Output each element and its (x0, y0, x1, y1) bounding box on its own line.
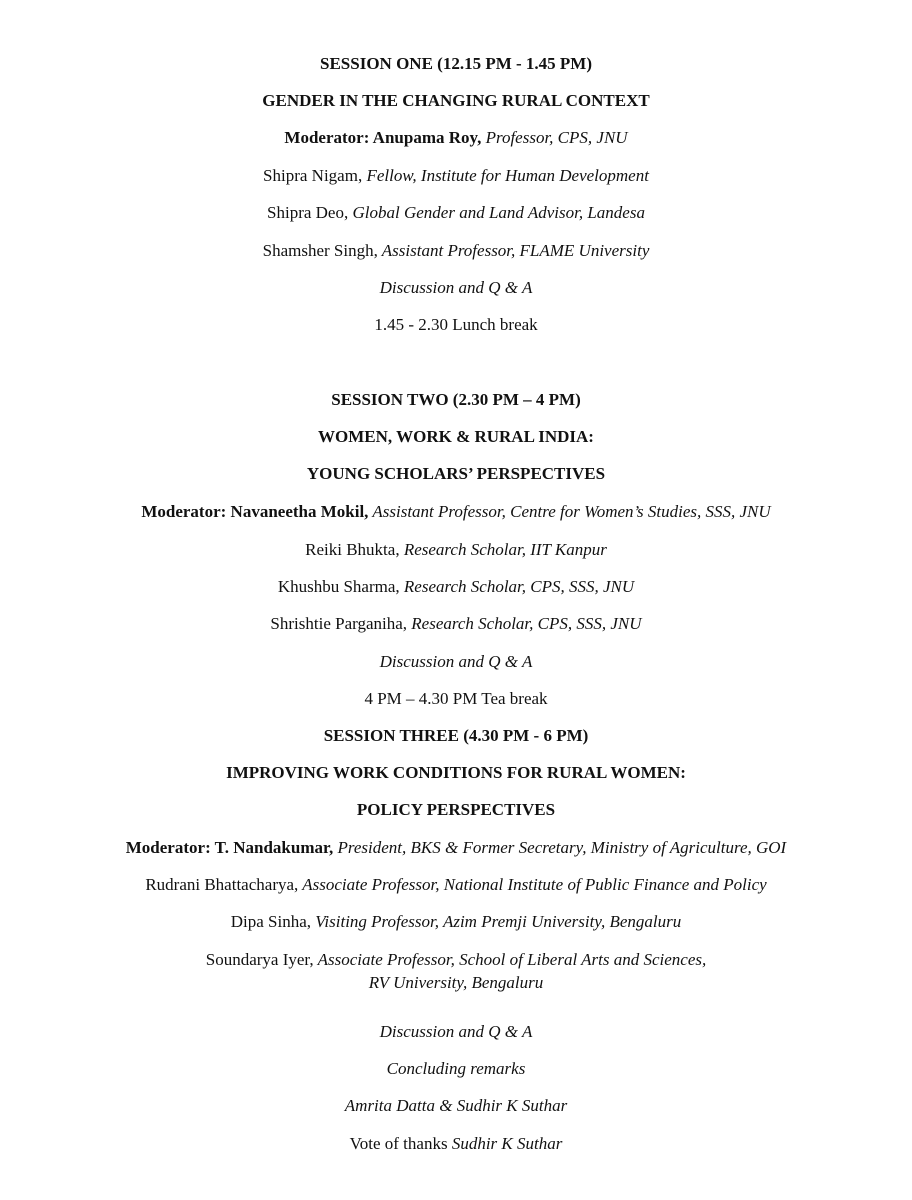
moderator-role: Professor, CPS, JNU (481, 128, 628, 147)
moderator-name: Moderator: T. Nandakumar, (125, 838, 334, 857)
concluding-remarks: Concluding remarks (386, 1059, 526, 1078)
moderator-name: Moderator: Navaneetha Mokil, (141, 502, 369, 521)
speaker-name: Dipa Sinha, (230, 912, 312, 931)
speaker-line (0, 240, 912, 262)
speaker-role: Assistant Professor, FLAME University (377, 241, 650, 260)
session-three-title: SESSION THREE (4.30 PM - 6 PM) (323, 726, 589, 745)
speaker-role: Research Scholar, IIT Kanpur (399, 540, 607, 559)
session-three-moderator (0, 837, 912, 859)
session-one-discussion: Discussion and Q & A (379, 278, 533, 297)
speaker-name: Shipra Deo, (267, 203, 349, 222)
speaker-role: Fellow, Institute for Human Development (362, 166, 649, 185)
speaker-name: Khushbu Sharma, (277, 577, 400, 596)
speaker-name: Reiki Bhukta, (305, 540, 400, 559)
speaker-line (0, 576, 912, 598)
speaker-name: Shipra Nigam, (263, 166, 363, 185)
tea-break: 4 PM – 4.30 PM Tea break (364, 689, 548, 708)
session-two-moderator (0, 501, 912, 523)
session-one-title: SESSION ONE (12.15 PM - 1.45 PM) (320, 54, 592, 73)
speaker-role: Global Gender and Land Advisor, Landesa (348, 203, 645, 222)
speaker-role-continued: RV University, Bengaluru (368, 973, 544, 992)
speaker-name: Shamsher Singh, (262, 241, 378, 260)
speaker-line (0, 202, 912, 224)
speaker-line (0, 539, 912, 561)
session-two-theme-line1: WOMEN, WORK & RURAL INDIA: (318, 427, 594, 446)
speaker-role: Associate Professor, School of Liberal Arts and Sciences, (313, 950, 707, 969)
speaker-line (0, 874, 912, 896)
session-two-theme-line2: YOUNG SCHOLARS’ PERSPECTIVES (306, 464, 606, 483)
speaker-name: Rudrani Bhattacharya, (145, 875, 299, 894)
moderator-role: President, BKS & Former Secretary, Ministry of Agriculture, GOI (333, 838, 787, 857)
speaker-line (0, 165, 912, 187)
session-two-discussion: Discussion and Q & A (379, 652, 533, 671)
speaker-role: Associate Professor, National Institute of Public Finance and Policy (298, 875, 767, 894)
moderator-role: Assistant Professor, Centre for Women’s Studies, SSS, JNU (368, 502, 771, 521)
speaker-line (0, 613, 912, 635)
vote-of-thanks-speaker: Sudhir K Suthar (451, 1134, 563, 1153)
speaker-name: Shrishtie Parganiha, (270, 614, 408, 633)
session-three-theme-line1: IMPROVING WORK CONDITIONS FOR RURAL WOMEN: (226, 763, 686, 782)
vote-of-thanks-label: Vote of thanks (349, 1134, 452, 1153)
session-one-theme: GENDER IN THE CHANGING RURAL CONTEXT (262, 91, 650, 110)
speaker-role: Visiting Professor, Azim Premji University, Bengaluru (311, 912, 682, 931)
vote-of-thanks (0, 1133, 912, 1155)
session-three-theme-line2: POLICY PERSPECTIVES (356, 800, 556, 819)
lunch-break: 1.45 - 2.30 Lunch break (374, 315, 538, 334)
moderator-name: Moderator: Anupama Roy, (284, 128, 482, 147)
session-two-title: SESSION TWO (2.30 PM – 4 PM) (331, 390, 581, 409)
session-three-discussion: Discussion and Q & A (379, 1022, 533, 1041)
speaker-line (0, 949, 912, 971)
speaker-name: Soundarya Iyer, (205, 950, 314, 969)
session-one-moderator (0, 127, 912, 149)
speaker-role: Research Scholar, CPS, SSS, JNU (399, 577, 635, 596)
concluding-speakers: Amrita Datta & Sudhir K Suthar (344, 1096, 568, 1115)
speaker-role: Research Scholar, CPS, SSS, JNU (407, 614, 642, 633)
speaker-line (0, 911, 912, 933)
